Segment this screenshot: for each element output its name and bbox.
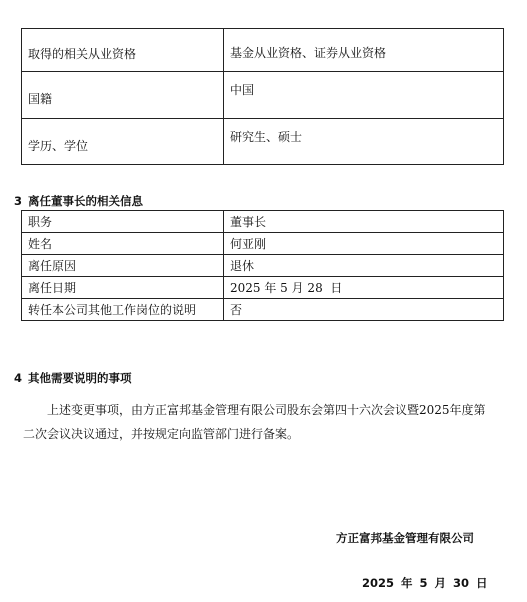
row-value: 2025 年 5 月 28 日	[224, 277, 504, 299]
row-value: 中国	[224, 72, 504, 119]
row-label: 姓名	[22, 233, 224, 255]
row-label: 取得的相关从业资格	[22, 29, 224, 72]
qualification-table	[21, 28, 504, 165]
row-value: 研究生、硕士	[224, 119, 504, 165]
section-number: 3	[14, 194, 23, 208]
table-row	[22, 277, 504, 299]
row-value: 何亚刚	[224, 233, 504, 255]
resigned-chairman-table	[21, 210, 504, 321]
row-value: 董事长	[224, 211, 504, 233]
section-title: 离任董事长的相关信息	[28, 194, 144, 208]
signature-date: 2025 年 5 月 30 日	[362, 576, 488, 590]
section-4-paragraph	[23, 398, 493, 446]
table-row	[22, 72, 504, 119]
row-value: 退休	[224, 255, 504, 277]
section-number: 4	[14, 371, 23, 385]
table-row	[22, 119, 504, 165]
row-label: 转任本公司其他工作岗位的说明	[22, 299, 224, 321]
row-label: 学历、学位	[22, 119, 224, 165]
paragraph-line: 二次会议决议通过，并按规定向监管部门进行备案。	[23, 427, 300, 441]
row-label: 离任原因	[22, 255, 224, 277]
paragraph-line: 上述变更事项，由方正富邦基金管理有限公司股东会第四十六次会议暨2025年度第	[47, 403, 486, 417]
section-4-heading	[14, 371, 132, 385]
table-row	[22, 255, 504, 277]
section-3-heading	[14, 194, 143, 208]
row-value: 否	[224, 299, 504, 321]
row-label: 离任日期	[22, 277, 224, 299]
signature-company: 方正富邦基金管理有限公司	[336, 531, 474, 545]
row-label: 职务	[22, 211, 224, 233]
section-title: 其他需要说明的事项	[28, 371, 132, 385]
row-label: 国籍	[22, 72, 224, 119]
table-row	[22, 29, 504, 72]
table-row	[22, 299, 504, 321]
table-row	[22, 233, 504, 255]
table-row	[22, 211, 504, 233]
row-value: 基金从业资格、证券从业资格	[224, 29, 504, 72]
